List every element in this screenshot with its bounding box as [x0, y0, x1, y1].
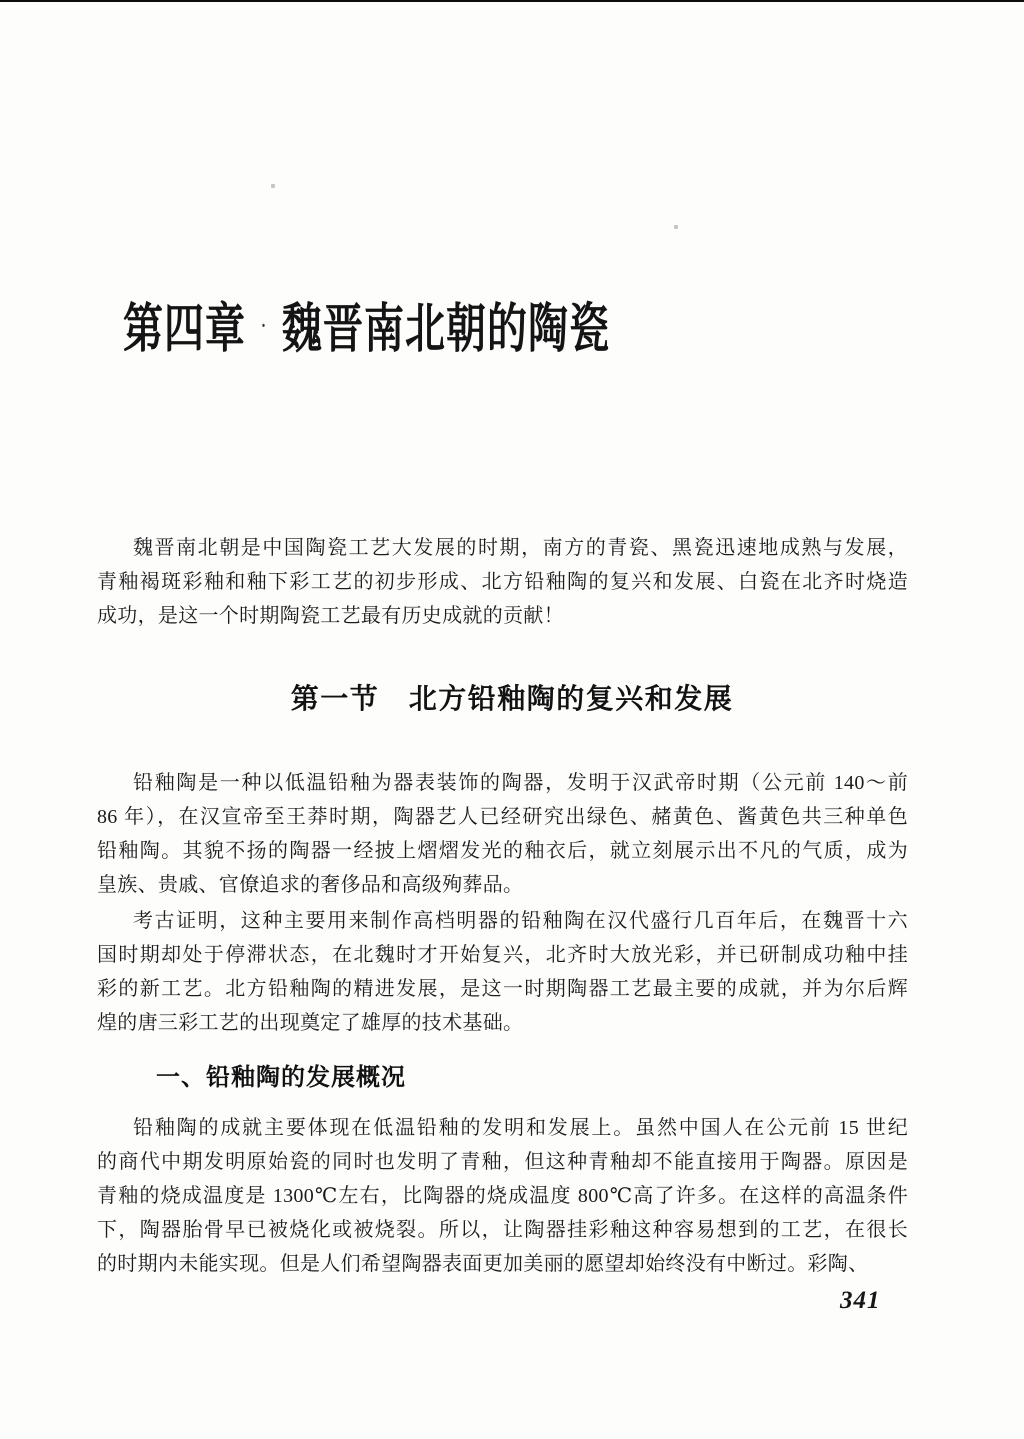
text-line: 考古证明，这种主要用来制作高档明器的铅釉陶在汉代盛行几百年后，在魏晋十六 [133, 910, 908, 932]
ink-speck [271, 184, 275, 188]
section-paragraph [97, 766, 908, 902]
text-line: 86 年），在汉宣帝至王莽时期，陶器艺人已经研究出绿色、赭黄色、酱黄色共三种单色 [97, 806, 908, 828]
ink-speck [674, 225, 678, 229]
section-paragraph [97, 904, 908, 1040]
text-line: 的商代中期发明原始瓷的同时也发明了青釉，但这种青釉却不能直接用于陶器。原因是 [97, 1151, 908, 1173]
scan-top-edge-line [0, 0, 1024, 2]
text-line: 的时期内未能实现。但是人们希望陶器表面更加美丽的愿望却始终没有中断过。彩陶、 [97, 1253, 869, 1275]
text-line: 彩的新工艺。北方铅釉陶的精进发展，是这一时期陶器工艺最主要的成就，并为尔后辉 [97, 978, 908, 1000]
chapter-number: 第四章 [123, 299, 246, 359]
chapter-title [123, 299, 610, 360]
text-line: 皇族、贵戚、官僚追求的奢侈品和高级殉葬品。 [97, 874, 524, 896]
text-line: 铅釉陶是一种以低温铅釉为器表装饰的陶器，发明于汉武帝时期（公元前 140～前 [133, 772, 908, 794]
page-number: 341 [840, 1287, 881, 1314]
separator-dot: · [261, 316, 268, 338]
text-line: 青釉褐斑彩釉和釉下彩工艺的初步形成、北方铅釉陶的复兴和发展、白瓷在北齐时烧造 [97, 571, 908, 593]
text-line: 成功，是这一个时期陶瓷工艺最有历史成就的贡献！ [97, 605, 564, 627]
text-line: 魏晋南北朝是中国陶瓷工艺大发展的时期，南方的青瓷、黑瓷迅速地成熟与发展， [133, 537, 908, 559]
section-heading: 第一节 北方铅釉陶的复兴和发展 [290, 684, 734, 715]
text-line: 铅釉陶的成就主要体现在低温铅釉的发明和发展上。虽然中国人在公元前 15 世纪 [133, 1117, 908, 1139]
text-line: 铅釉陶。其貌不扬的陶器一经披上熠熠发光的釉衣后，就立刻展示出不凡的气质，成为 [97, 840, 908, 862]
subsection-heading: 一、铅釉陶的发展概况 [156, 1064, 406, 1091]
chapter-name: 魏晋南北朝的陶瓷 [282, 299, 611, 359]
intro-paragraph [97, 531, 908, 633]
text-line: 煌的唐三彩工艺的出现奠定了雄厚的技术基础。 [97, 1012, 524, 1034]
text-line: 国时期却处于停滞状态，在北魏时才开始复兴，北齐时大放光彩，并已研制成功釉中挂 [97, 944, 908, 966]
text-line: 青釉的烧成温度是 1300℃左右，比陶器的烧成温度 800℃高了许多。在这样的高温条件 [97, 1185, 908, 1207]
subsection-paragraph [97, 1111, 908, 1281]
text-line: 下，陶器胎骨早已被烧化或被烧裂。所以，让陶器挂彩釉这种容易想到的工艺，在很长 [97, 1219, 908, 1241]
